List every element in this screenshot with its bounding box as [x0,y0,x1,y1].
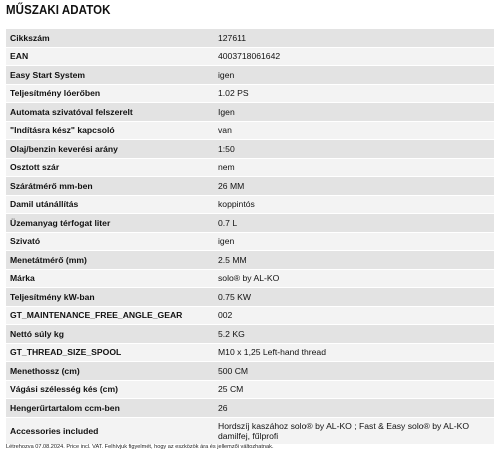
spec-row [6,47,494,66]
spec-label: Szivató [6,232,208,251]
spec-row [6,214,494,233]
spec-value: 5.2 KG [208,325,494,344]
spec-label: GT_THREAD_SIZE_SPOOL [6,343,208,362]
spec-value: van [208,121,494,140]
spec-label: Easy Start System [6,66,208,85]
spec-value: M10 x 1,25 Left-hand thread [208,343,494,362]
spec-label: Accessories included [6,417,208,444]
spec-label: Teljesítmény kW-ban [6,288,208,307]
spec-row [6,29,494,47]
spec-row [6,343,494,362]
spec-value: Igen [208,103,494,122]
spec-row [6,158,494,177]
spec-value: 2.5 MM [208,251,494,270]
spec-row [6,380,494,399]
spec-value: 002 [208,306,494,325]
spec-label: Cikkszám [6,29,208,47]
specs-table [6,29,494,444]
spec-label: Menethossz (cm) [6,362,208,381]
spec-value: 1.02 PS [208,84,494,103]
spec-value: 500 CM [208,362,494,381]
spec-label: Olaj/benzin keverési arány [6,140,208,159]
spec-value: 1:50 [208,140,494,159]
spec-value: 127611 [208,29,494,47]
spec-label: "Indításra kész" kapcsoló [6,121,208,140]
spec-value: 4003718061642 [208,47,494,66]
spec-row [6,417,494,444]
spec-value: 26 [208,399,494,418]
spec-row [6,362,494,381]
spec-label: Teljesítmény lóerőben [6,84,208,103]
spec-row [6,399,494,418]
spec-label: Vágási szélesség kés (cm) [6,380,208,399]
spec-row [6,66,494,85]
section-title: MŰSZAKI ADATOK [6,3,111,17]
spec-value: koppintós [208,195,494,214]
spec-row [6,325,494,344]
spec-row [6,251,494,270]
spec-row [6,306,494,325]
spec-label: Automata szivatóval felszerelt [6,103,208,122]
spec-value: igen [208,66,494,85]
spec-label: Osztott szár [6,158,208,177]
spec-value: solo® by AL-KO [208,269,494,288]
spec-row [6,121,494,140]
footnote: Létrehozva 07.08.2024. Price incl. VAT. Felhívjuk figyelmét, hogy az eszközök ára és jellemzői változhatnak. [6,444,274,450]
spec-row [6,269,494,288]
spec-label: Damil utánállítás [6,195,208,214]
spec-value: 0.7 L [208,214,494,233]
spec-row [6,177,494,196]
spec-value: 0.75 KW [208,288,494,307]
spec-label: Szárátmérő mm-ben [6,177,208,196]
spec-row [6,140,494,159]
spec-label: EAN [6,47,208,66]
spec-label: Üzemanyag térfogat liter [6,214,208,233]
spec-row [6,84,494,103]
spec-value: nem [208,158,494,177]
spec-label: Menetátmérő (mm) [6,251,208,270]
spec-row [6,103,494,122]
spec-label: GT_MAINTENANCE_FREE_ANGLE_GEAR [6,306,208,325]
spec-value: 25 CM [208,380,494,399]
spec-label: Nettó súly kg [6,325,208,344]
spec-row [6,232,494,251]
spec-label: Hengerűrtartalom ccm-ben [6,399,208,418]
spec-value: igen [208,232,494,251]
spec-row [6,288,494,307]
spec-value: 26 MM [208,177,494,196]
spec-value: Hordszíj kaszához solo® by AL-KO ; Fast & Easy solo® by AL-KO damilfej, fűlprofi [208,417,494,444]
spec-row [6,195,494,214]
spec-label: Márka [6,269,208,288]
